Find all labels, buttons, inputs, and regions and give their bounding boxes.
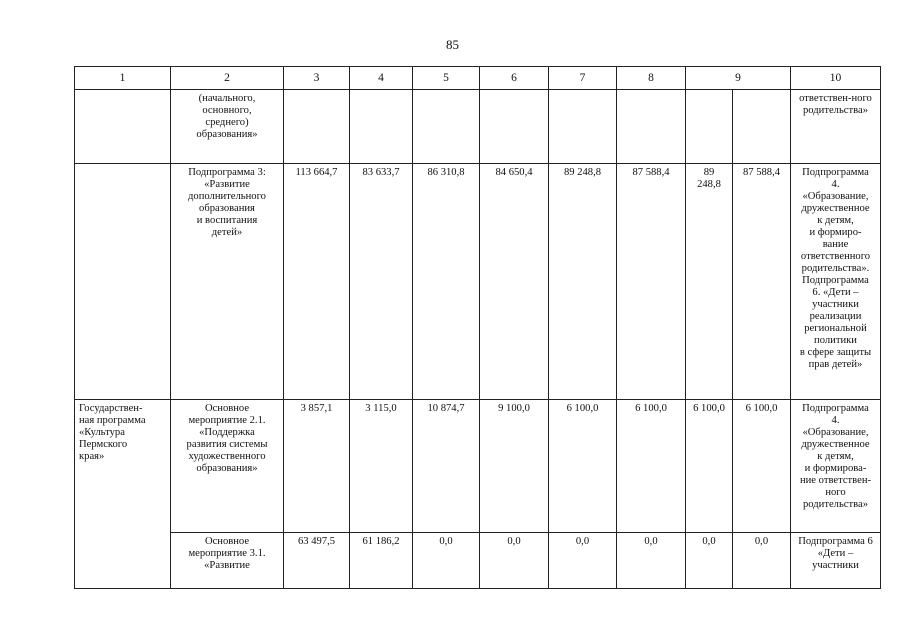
table-row xyxy=(75,164,881,400)
table-row xyxy=(75,533,881,589)
budget-table xyxy=(74,66,881,589)
header-cell-7: 7 xyxy=(549,67,617,90)
subprogram-cell: Подпрограмма 4. «Образование, дружественное к детям, и формирова- ние ответствен- ного родительства» xyxy=(791,400,881,533)
table-row xyxy=(75,400,881,533)
value-cell: 9 100,0 xyxy=(480,400,549,533)
header-cell-1: 1 xyxy=(75,67,171,90)
value-cell xyxy=(733,90,791,164)
value-cell: 3 115,0 xyxy=(350,400,413,533)
value-cell: 87 588,4 xyxy=(617,164,686,400)
value-cell xyxy=(686,90,733,164)
activity-cell: Основное мероприятие 3.1. «Развитие xyxy=(171,533,284,589)
value-cell xyxy=(549,90,617,164)
program-cell xyxy=(75,164,171,400)
header-cell-8: 8 xyxy=(617,67,686,90)
subprogram-cell: ответствен-ного родительства» xyxy=(791,90,881,164)
value-cell: 3 857,1 xyxy=(284,400,350,533)
activity-cell: (начального, основного, среднего) образования» xyxy=(171,90,284,164)
activity-cell: Основное мероприятие 2.1. «Поддержка развития системы художественного образования» xyxy=(171,400,284,533)
value-cell: 89 248,8 xyxy=(686,164,733,400)
value-cell: 6 100,0 xyxy=(733,400,791,533)
value-cell: 0,0 xyxy=(733,533,791,589)
subprogram-cell: Подпрограмма 6 «Дети – участники xyxy=(791,533,881,589)
activity-cell: Подпрограмма 3: «Развитие дополнительного образования и воспитания детей» xyxy=(171,164,284,400)
value-cell: 86 310,8 xyxy=(413,164,480,400)
value-cell: 0,0 xyxy=(686,533,733,589)
value-cell: 83 633,7 xyxy=(350,164,413,400)
value-cell: 0,0 xyxy=(549,533,617,589)
value-cell xyxy=(350,90,413,164)
value-cell: 0,0 xyxy=(413,533,480,589)
value-cell: 87 588,4 xyxy=(733,164,791,400)
page-number: 85 xyxy=(446,37,459,52)
subprogram-cell: Подпрограмма 4. «Образование, дружественное к детям, и формиро- вание ответственного родительства». Подпрограмма 6. «Дети – участники реализации региональной политики в сфере защиты прав детей» xyxy=(791,164,881,400)
header-cell-10: 10 xyxy=(791,67,881,90)
value-cell xyxy=(617,90,686,164)
header-row xyxy=(75,67,881,90)
value-cell: 0,0 xyxy=(480,533,549,589)
program-cell xyxy=(75,90,171,164)
value-cell: 6 100,0 xyxy=(617,400,686,533)
value-cell xyxy=(284,90,350,164)
header-cell-2: 2 xyxy=(171,67,284,90)
value-cell: 61 186,2 xyxy=(350,533,413,589)
value-cell: 6 100,0 xyxy=(549,400,617,533)
program-cell: Государствен- ная программа «Культура Пермского края» xyxy=(75,400,171,589)
value-cell: 63 497,5 xyxy=(284,533,350,589)
value-cell: 0,0 xyxy=(617,533,686,589)
value-cell: 6 100,0 xyxy=(686,400,733,533)
value-cell xyxy=(480,90,549,164)
header-cell-3: 3 xyxy=(284,67,350,90)
header-cell-5: 5 xyxy=(413,67,480,90)
value-cell: 84 650,4 xyxy=(480,164,549,400)
table-row xyxy=(75,90,881,164)
header-cell-6: 6 xyxy=(480,67,549,90)
value-cell: 10 874,7 xyxy=(413,400,480,533)
value-cell: 89 248,8 xyxy=(549,164,617,400)
header-cell-4: 4 xyxy=(350,67,413,90)
header-cell-9: 9 xyxy=(686,67,791,90)
value-cell: 113 664,7 xyxy=(284,164,350,400)
value-cell xyxy=(413,90,480,164)
